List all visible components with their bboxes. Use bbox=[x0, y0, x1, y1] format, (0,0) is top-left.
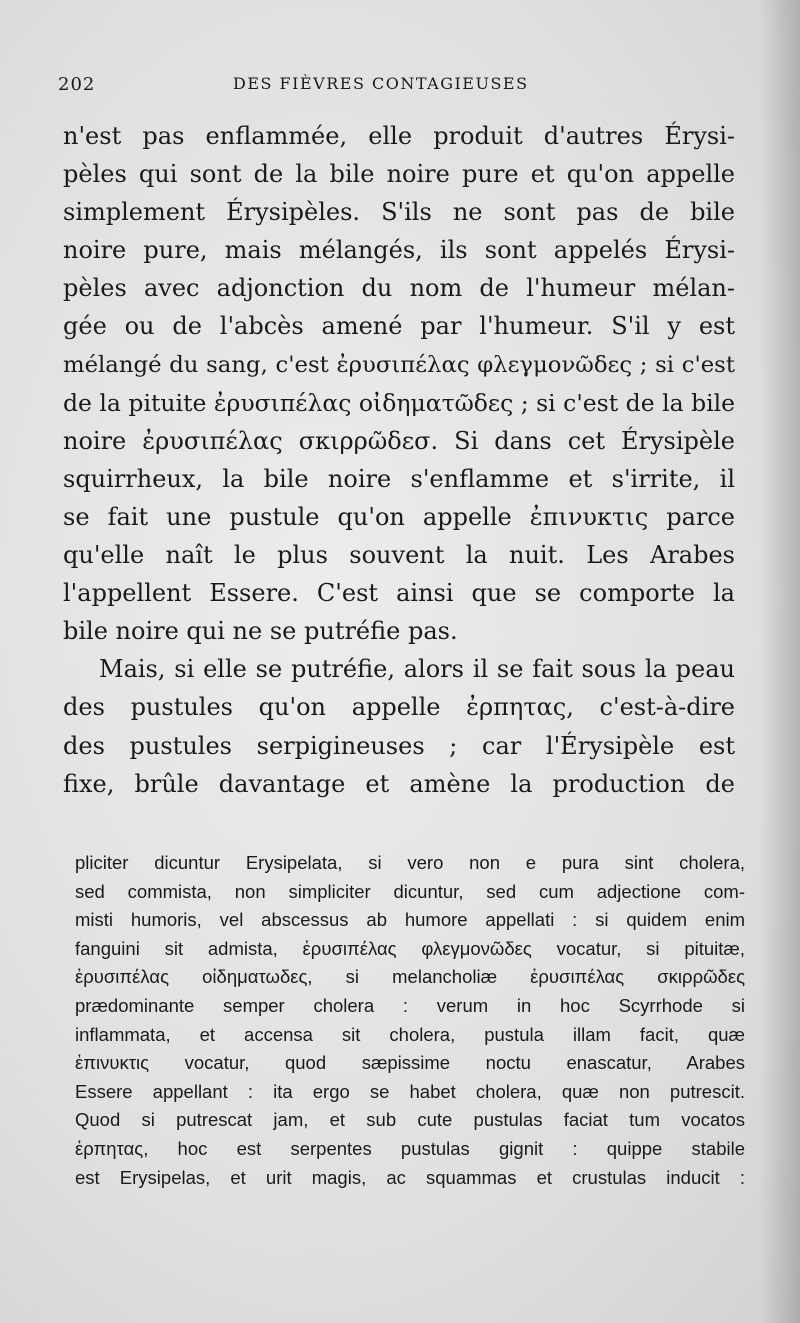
main-text-line: noire pure, mais mélangés, ils sont appelés Érysi- bbox=[63, 236, 735, 265]
main-text-line: mélangé du sang, c'est ἐρυσιπέλας φλεγμονῶδες ; si c'est bbox=[63, 351, 735, 378]
main-text-line: Mais, si elle se putréfie, alors il se fait sous la peau bbox=[99, 655, 735, 684]
footnote-line: Quod si putrescat jam, et sub cute pustulas faciat tum vocatos bbox=[75, 1109, 745, 1131]
page-number: 202 bbox=[58, 74, 96, 95]
page-edge-shadow bbox=[760, 0, 800, 1323]
main-text-line: se fait une pustule qu'on appelle ἐπινυκτις parce bbox=[63, 502, 735, 531]
footnote-line: sed commista, non simpliciter dicuntur, sed cum adjectione com- bbox=[75, 880, 745, 902]
footnote-line: inflammata, et accensa sit cholera, pustula illam facit, quæ bbox=[75, 1023, 745, 1045]
main-text-line: noire ἐρυσιπέλας σκιρρῶδεσ. Si dans cet Érysipèle bbox=[63, 426, 735, 455]
main-text-line: des pustules serpigineuses ; car l'Érysipèle est bbox=[63, 731, 735, 760]
main-text-line: simplement Érysipèles. S'ils ne sont pas de bile bbox=[63, 198, 735, 227]
footnote-block bbox=[75, 849, 745, 1192]
footnote-line: ἐρπητας, hoc est serpentes pustulas gignit : quippe stabile bbox=[75, 1137, 745, 1159]
footnote-line: pliciter dicuntur Erysipelata, si vero non e pura sint cholera, bbox=[75, 852, 745, 873]
main-text-line: pèles avec adjonction du nom de l'humeur mélan- bbox=[63, 274, 735, 303]
main-text-line: pèles qui sont de la bile noire pure et qu'on appelle bbox=[63, 160, 735, 189]
footnote-line: fanguini sit admista, ἐρυσιπέλας φλεγμονῶδες vocatur, si pituitæ, bbox=[75, 937, 745, 959]
main-text-line: gée ou de l'abcès amené par l'humeur. S'il y est bbox=[63, 312, 735, 341]
main-text-line: des pustules qu'on appelle ἐρπητας, c'est-à-dire bbox=[63, 693, 735, 722]
footnote-line: Essere appellant : ita ergo se habet cholera, quæ non putrescit. bbox=[75, 1080, 745, 1102]
footnote-line: ἐπινυκτις vocatur, quod sæpissime noctu enascatur, Arabes bbox=[75, 1052, 745, 1074]
main-text-line: bile noire qui ne se putréfie pas. bbox=[63, 617, 458, 646]
main-text-line: squirrheux, la bile noire s'enflamme et s'irrite, il bbox=[63, 464, 735, 493]
main-text-line: n'est pas enflammée, elle produit d'autres Érysi- bbox=[63, 122, 735, 150]
footnote-line: prædominante semper cholera : verum in hoc Scyrrhode si bbox=[75, 994, 745, 1016]
main-text-line: fixe, brûle davantage et amène la production de bbox=[63, 769, 735, 798]
main-text-line: de la pituite ἐρυσιπέλας οἰδηματῶδες ; si c'est de la bile bbox=[63, 388, 736, 417]
page-header bbox=[58, 72, 738, 102]
footnote-line: est Erysipelas, et urit magis, ac squammas et crustulas inducit : bbox=[75, 1166, 745, 1188]
footnote-line: ἐρυσιπέλας οἰδηματωδες, si melancholiæ ἐρυσιπέλας σκιρρῶδες bbox=[75, 966, 745, 988]
main-text-line: qu'elle naît le plus souvent la nuit. Les Arabes bbox=[63, 541, 735, 570]
main-text-line: l'appellent Essere. C'est ainsi que se comporte la bbox=[63, 579, 735, 608]
running-title: DES FIÈVRES CONTAGIEUSES bbox=[233, 74, 529, 93]
footnote-line: misti humoris, vel abscessus ab humore appellati : si quidem enim bbox=[75, 909, 745, 931]
main-text-block bbox=[63, 117, 735, 803]
